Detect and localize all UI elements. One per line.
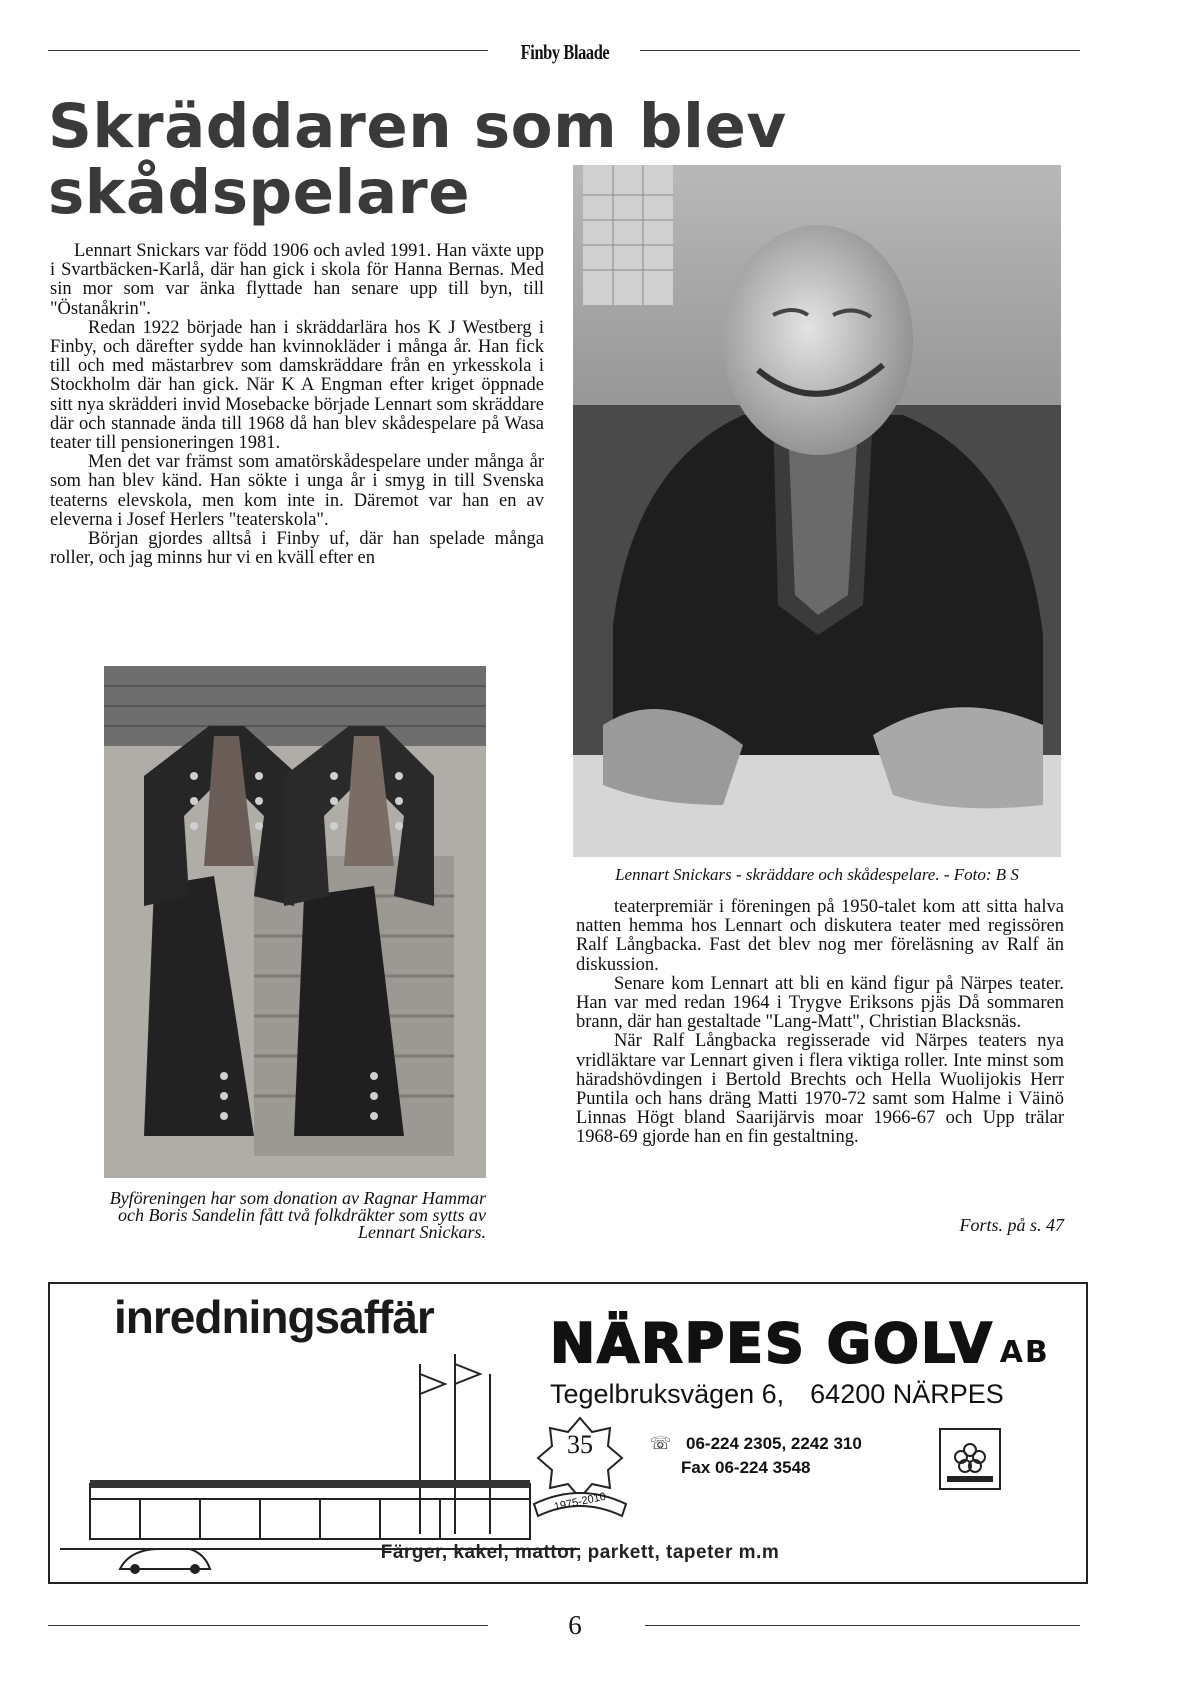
street: Tegelbruksvägen 6, [550, 1379, 785, 1409]
paragraph: Början gjordes alltså i Finby uf, där han spelade många roller, och jag minns hur vi en kväll efter en [50, 529, 544, 569]
article-column-left [50, 242, 544, 568]
ad-phone [650, 1434, 862, 1454]
page-number: 6 [568, 1610, 582, 1640]
ad-products: Färger, kakel, mattor, parkett, tapeter m.m [380, 1542, 780, 1563]
anniversary-number: 35 [567, 1430, 593, 1459]
portrait-caption: Lennart Snickars - skräddare och skådespelare. - Foto: B S [615, 865, 1019, 884]
phone-icon: ☏ [650, 1434, 672, 1453]
masthead-rule-left [48, 50, 488, 51]
anniversary-emblem [530, 1412, 630, 1522]
ad-address [550, 1379, 1004, 1410]
paragraph: teaterpremiär i föreningen på 1950-talet kom att sitta halva natten hemma hos Lennart och diskutera teater med regissören Ralf Långbacka. Fast det blev nog mer föreläsning av Ralf än diskussion. [576, 897, 1064, 975]
footer-rule-left [48, 1625, 488, 1626]
quality-badge [939, 1428, 1001, 1490]
advertisement [48, 1282, 1088, 1584]
paragraph: Senare kom Lennart att bli en känd figur på Närpes teater. Han var med redan 1964 i Trygve Eriksons pjäs Då sommaren brann, där han gestaltade "Lang-Matt", Christian Blacksnäs. [576, 973, 1064, 1033]
ad-tagline: inredningsaffär [114, 1291, 434, 1343]
anniversary-years: 1975-2010 [553, 1490, 607, 1514]
headline-line-2: skådspelare [48, 157, 471, 228]
ad-fax: Fax 06-224 3548 [681, 1458, 811, 1477]
brand-suffix: AB [999, 1335, 1050, 1370]
paragraph: Redan 1922 började han i skräddarlära hos K J Westberg i Finby, och därefter sydde han kvinnokläder i många år. Han fick till och med mästarbrev som damskräddare från en yrkesskola i Stockholm där han gick. När K A Engman efter kriget öppnade sitt nya skrädderi invid Mosebacke började Lennart som skräddare där och stannade ända till 1968 då han blev skådespelare på Wasa teater till pensioneringen 1981. [50, 317, 544, 454]
paragraph: När Ralf Långbacka regisserade vid Närpes teaters nya vridläktare var Lennart given i flera viktiga roller. Inte minst som häradshövdingen i Bertold Brechts och Hella Wuolijokis Herr Puntila och hans dräng Matti 1970-72 samt som Halme i Väinö Linnas Högt bland Saarijärvis moar 1966-67 och Upp trälar 1968-69 gjorde han en fin gestaltning. [576, 1031, 1064, 1148]
costume-caption: Byföreningen har som donation av Ragnar Hammar och Boris Sandelin fått två folkdräkter som sytts av Lennart Snickars. [109, 1188, 486, 1242]
paragraph: Men det var främst som amatörskådespelare under många år som han blev känd. Han sökte i unga år i smyg in till Svenska teaterns elevskola, men kom inte in. Däremot var han en av eleverna i Josef Herlers "teaterskola". [50, 452, 544, 530]
ad-brand [550, 1312, 1050, 1375]
article-column-right [576, 898, 1064, 1148]
phone-numbers: 06-224 2305, 2242 310 [686, 1434, 862, 1453]
continued-note: Forts. på s. 47 [959, 1215, 1064, 1235]
store-illustration [60, 1354, 580, 1574]
masthead: Finby Blaade [520, 40, 610, 64]
costume-photo [104, 666, 486, 1178]
paragraph: Lennart Snickars var född 1906 och avled 1991. Han växte upp i Svartbäcken-Karlå, där han gick i skola för Hanna Bernas. Med sin mor som var änka flyttade han senare upp till byn, till "Östanåkrin". [50, 241, 544, 319]
footer-rule-right [645, 1625, 1080, 1626]
portrait-photo [573, 165, 1061, 857]
brand-name: NÄRPES GOLV [550, 1312, 994, 1375]
postal: 64200 NÄRPES [810, 1379, 1004, 1409]
headline-line-1: Skräddaren som blev [48, 91, 787, 162]
masthead-rule-right [640, 50, 1080, 51]
